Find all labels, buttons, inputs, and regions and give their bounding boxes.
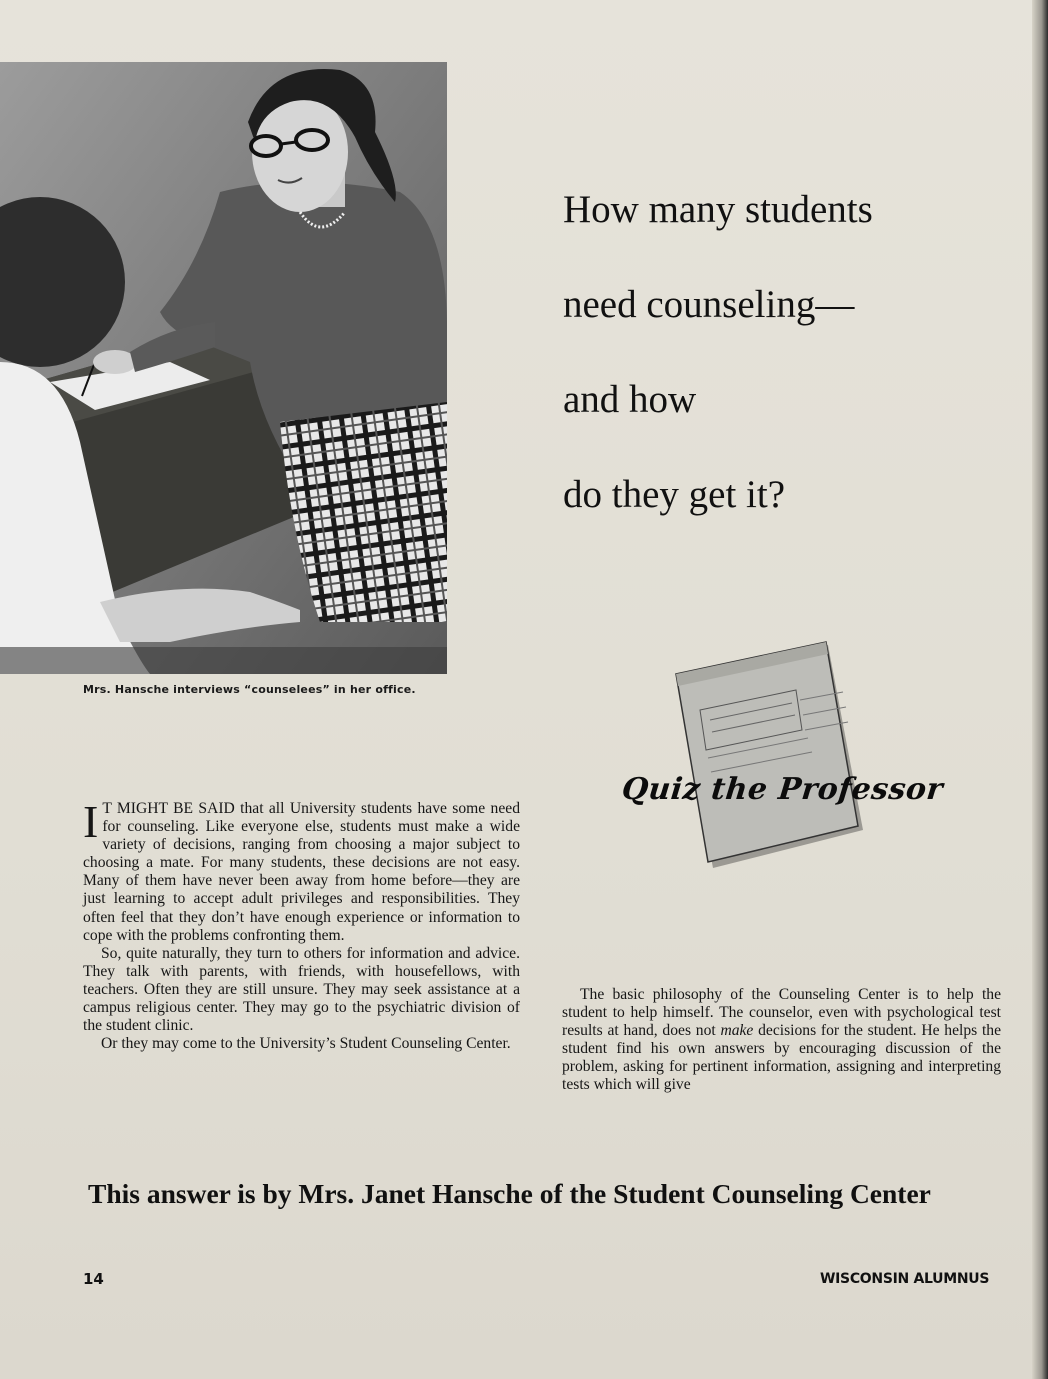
- paragraph: So, quite naturally, they turn to others for information and advice. They talk with parents, with friends, with housefellows, with teachers. Often they are still unsure. They may seek assistance at a campus religious center. They may go to the psychiatric division of the student clinic.: [83, 944, 520, 1035]
- quiz-the-professor-logo: Quiz the Professor: [620, 772, 945, 807]
- page-number: 14: [83, 1270, 104, 1288]
- page-edge-shadow: [1032, 0, 1048, 1379]
- answer-byline: This answer is by Mrs. Janet Hansche of the Student Counseling Center: [88, 1178, 931, 1209]
- article-left-column: [83, 796, 520, 1053]
- dropcap: I: [83, 796, 99, 847]
- paragraph: [83, 796, 520, 945]
- headline-line: and how: [563, 378, 697, 421]
- interview-photo: [0, 62, 447, 674]
- article-headline: [563, 190, 993, 570]
- headline-line: How many students: [563, 188, 873, 231]
- photo-caption: Mrs. Hansche interviews “counselees” in her office.: [83, 683, 416, 696]
- article-right-column: [562, 986, 1001, 1095]
- headline-line: do they get it?: [563, 473, 786, 516]
- paragraph-text: T MIGHT BE SAID that all University students have some need for counseling. Like everyone else, students must make a wide variety of decisions, ranging from choosing a major subject to choosing a mate. For many students, these decisions are not easy. Many of them have never been away from home before—they are just learning to accept adult privileges and responsibilities. They often feel that they don’t have enough experience or information to cope with the problems confronting them.: [83, 800, 520, 944]
- headline-line: need counseling—: [563, 283, 855, 326]
- paragraph: Or they may come to the University’s Student Counseling Center.: [101, 1035, 511, 1053]
- paragraph-text: The basic philosophy of the Counseling Center is to help the student to help himself. The counselor, even with psychological test results at hand, does not: [562, 986, 1001, 1040]
- folder-illustration: [668, 640, 868, 870]
- paragraph-text: decisions for the student. He helps the student find his own answers by encouraging discussion of the problem, asking for pertinent information, assigning and interpreting tests which will give: [562, 1022, 1001, 1094]
- magazine-name: WISCONSIN ALUMNUS: [820, 1271, 990, 1287]
- emphasis-text: make: [720, 1022, 754, 1040]
